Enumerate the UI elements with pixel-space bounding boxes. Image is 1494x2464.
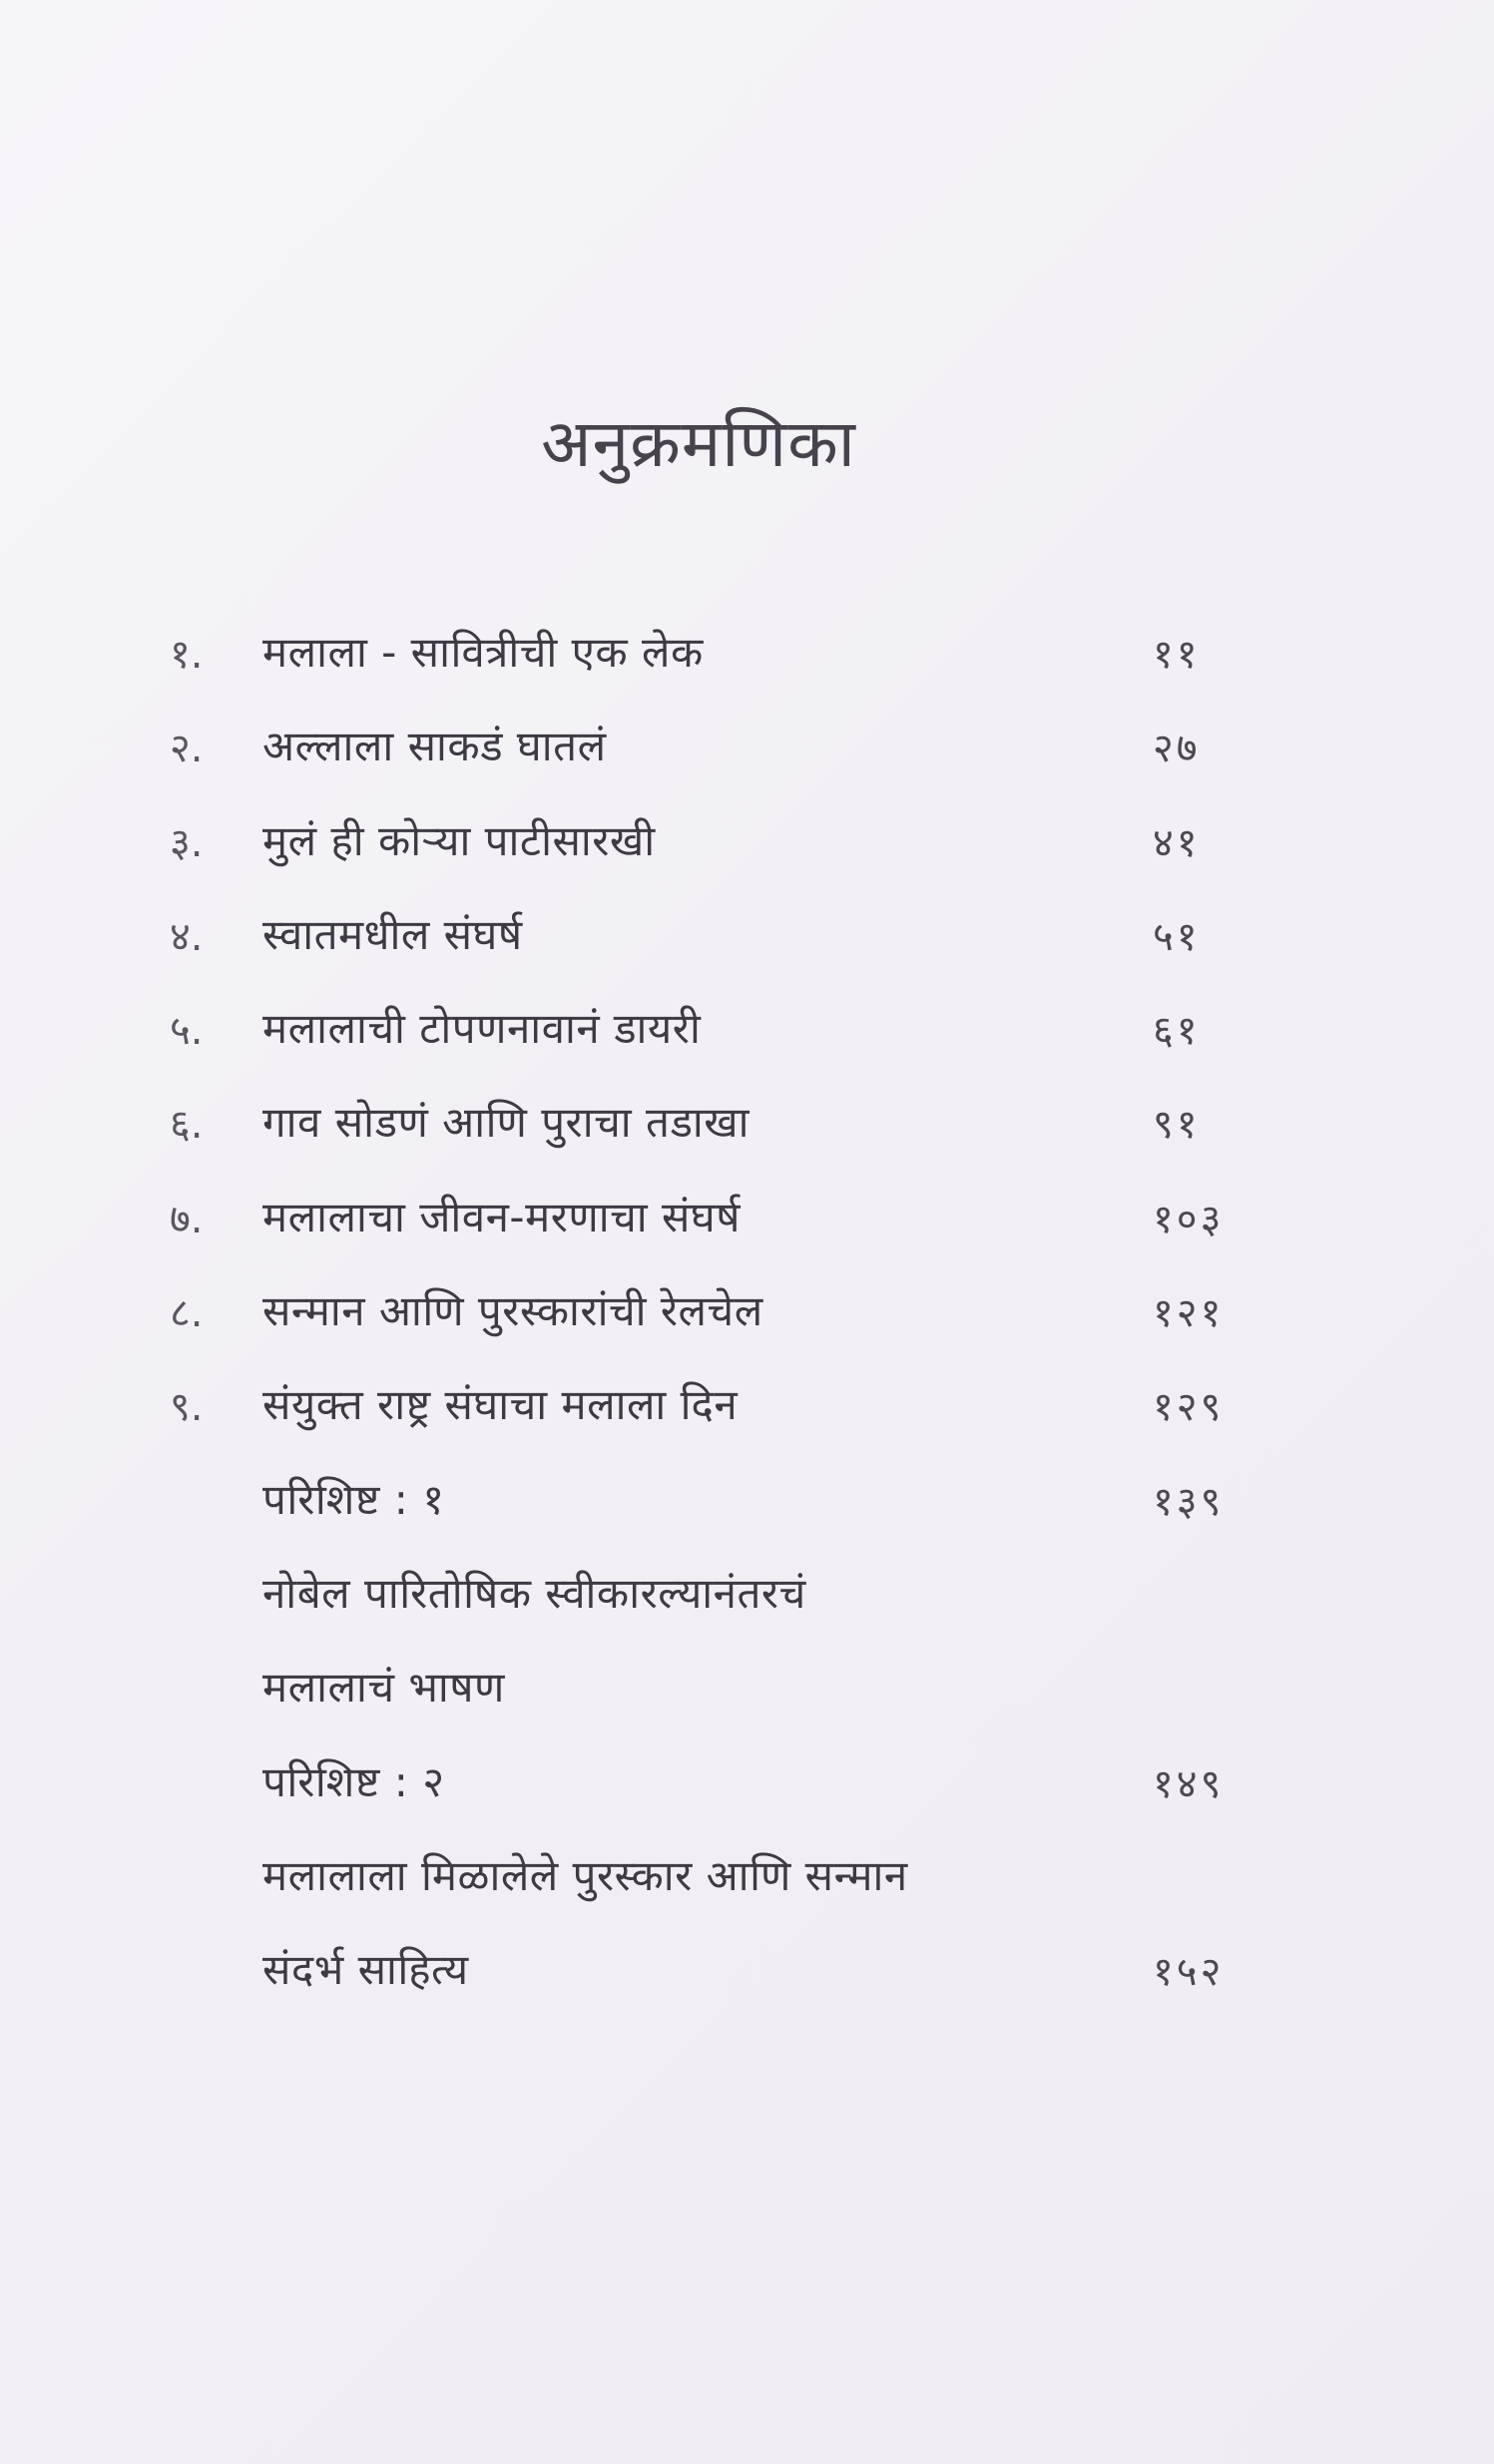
entry-title: परिशिष्ट : १ xyxy=(262,1474,445,1524)
toc-entry xyxy=(170,1926,1287,2020)
entry-page-number: १२१ xyxy=(1153,1290,1225,1337)
entry-number: ५. xyxy=(170,1008,204,1055)
entry-number: ६. xyxy=(170,1102,204,1149)
toc-entry xyxy=(170,1738,1287,1832)
entry-page-number: ६१ xyxy=(1153,1008,1201,1055)
toc-entry xyxy=(170,1832,1287,1926)
entry-page-number: १०३ xyxy=(1153,1196,1225,1242)
toc-entry xyxy=(170,1174,1287,1267)
entry-page-number: १५२ xyxy=(1153,1949,1225,1996)
toc-entry xyxy=(170,609,1287,703)
entry-title: संयुक्त राष्ट्र संघाचा मलाला दिन xyxy=(262,1380,739,1430)
entry-title: मलालाला मिळालेले पुरस्कार आणि सन्मान xyxy=(262,1850,908,1900)
entry-page-number: १२९ xyxy=(1153,1384,1225,1431)
toc-entry xyxy=(170,1267,1287,1361)
entry-title: नोबेल पारितोषिक स्वीकारल्यानंतरचं xyxy=(262,1568,806,1618)
toc-entry xyxy=(170,985,1287,1079)
entry-title: गाव सोडणं आणि पुराचा तडाखा xyxy=(262,1098,750,1148)
entry-page-number: २७ xyxy=(1153,726,1201,772)
entry-number: १. xyxy=(170,632,204,678)
entry-number: ४. xyxy=(170,913,204,960)
table-of-contents xyxy=(170,609,1287,2020)
toc-entry xyxy=(170,891,1287,985)
entry-page-number: १३९ xyxy=(1153,1478,1225,1525)
toc-entry xyxy=(170,1361,1287,1455)
toc-entry xyxy=(170,1644,1287,1737)
entry-title: सन्मान आणि पुरस्कारांची रेलचेल xyxy=(262,1286,763,1336)
entry-page-number: ११ xyxy=(1153,632,1201,678)
entry-title: मलालाचा जीवन-मरणाचा संघर्ष xyxy=(262,1192,742,1241)
entry-title: मुलं ही कोऱ्या पाटीसारखी xyxy=(262,815,656,865)
entry-number: ७. xyxy=(170,1196,204,1242)
toc-entry xyxy=(170,703,1287,796)
toc-entry xyxy=(170,1079,1287,1173)
entry-page-number: ९१ xyxy=(1153,1102,1201,1149)
entry-number: ३. xyxy=(170,819,204,866)
entry-title: स्वातमधील संघर्ष xyxy=(262,909,523,959)
entry-title: मलालाची टोपणनावानं डायरी xyxy=(262,1004,702,1054)
entry-title: मलाला - सावित्रीची एक लेक xyxy=(262,628,704,677)
entry-number: २. xyxy=(170,726,204,772)
toc-entry xyxy=(170,797,1287,891)
toc-entry xyxy=(170,1550,1287,1644)
entry-number: ९. xyxy=(170,1384,204,1431)
entry-page-number: १४९ xyxy=(1153,1760,1225,1807)
page-title: अनुक्रमणिका xyxy=(541,405,856,482)
toc-entry xyxy=(170,1456,1287,1550)
entry-title: संदर्भ साहित्य xyxy=(262,1945,469,1995)
entry-title: अल्लाला साकडं घातलं xyxy=(262,722,607,771)
entry-number: ८. xyxy=(170,1290,204,1337)
entry-page-number: ५१ xyxy=(1153,913,1201,960)
entry-title: परिशिष्ट : २ xyxy=(262,1756,445,1806)
entry-title: मलालाचं भाषण xyxy=(262,1663,505,1713)
entry-page-number: ४१ xyxy=(1153,819,1201,866)
